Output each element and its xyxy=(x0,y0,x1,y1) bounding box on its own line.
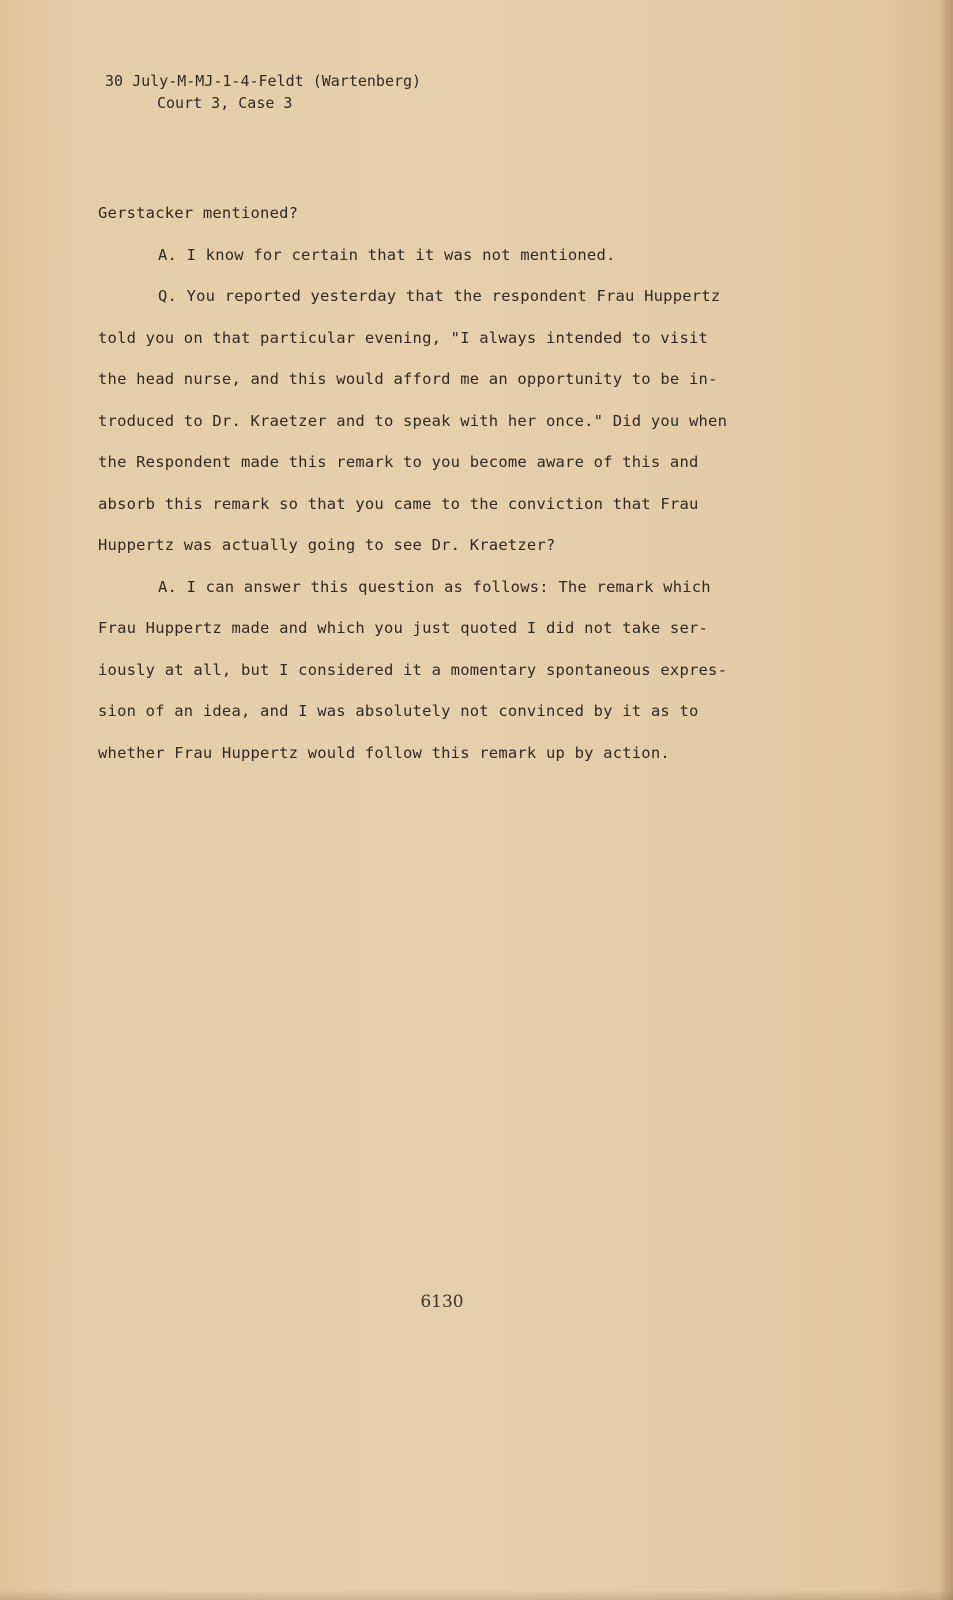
page-number: 6130 xyxy=(420,1292,464,1312)
answer-line: A. I know for certain that it was not mentioned. xyxy=(158,245,616,264)
question-line: Q. You reported yesterday that the respondent Frau Huppertz xyxy=(158,287,721,305)
answer-line: A. I can answer this question as follows: The remark which xyxy=(158,577,711,596)
transcript-line: whether Frau Huppertz would follow this remark up by action. xyxy=(98,743,670,762)
transcript-body xyxy=(98,193,798,774)
transcript-line: Huppertz was actually going to see Dr. Kraetzer? xyxy=(98,536,556,554)
transcript-line: the Respondent made this remark to you become aware of this and xyxy=(98,453,699,471)
transcript-line: troduced to Dr. Kraetzer and to speak with her once." Did you when xyxy=(98,411,728,430)
transcript-line: Frau Huppertz made and which you just quoted I did not take ser- xyxy=(98,619,709,637)
paper-bottom-shadow xyxy=(0,1590,953,1600)
transcript-line: sion of an idea, and I was absolutely not convinced by it as to xyxy=(98,702,699,720)
header-case-line: 30 July-M-MJ-1-4-Feldt (Wartenberg) xyxy=(105,72,422,90)
paper-edge-shadow xyxy=(939,0,953,1600)
transcript-line: Gerstacker mentioned? xyxy=(98,204,299,222)
document-header xyxy=(105,70,421,114)
transcript-line: iously at all, but I considered it a momentary spontaneous expres- xyxy=(98,660,728,679)
transcript-line: told you on that particular evening, "I always intended to visit xyxy=(98,328,709,347)
transcript-line: absorb this remark so that you came to the conviction that Frau xyxy=(98,494,699,513)
transcript-line: the head nurse, and this would afford me an opportunity to be in- xyxy=(98,370,718,388)
header-court-line: Court 3, Case 3 xyxy=(157,94,293,112)
